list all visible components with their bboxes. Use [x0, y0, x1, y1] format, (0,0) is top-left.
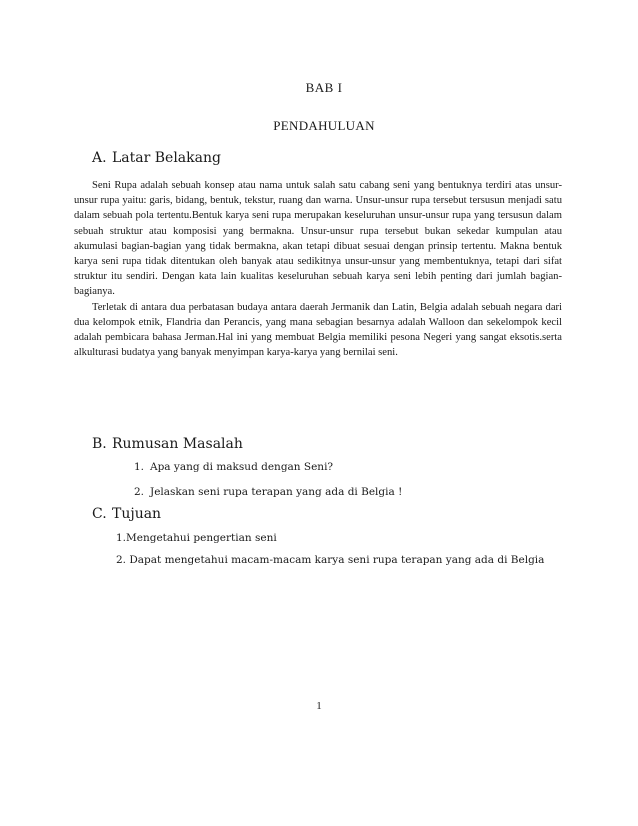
list-item-text: Apa yang di maksud dengan Seni? — [150, 461, 334, 473]
section-a-heading — [92, 150, 221, 166]
section-a-title: Latar Belakang — [112, 150, 221, 166]
list-item — [134, 458, 402, 483]
paragraph-seni-rupa: Seni Rupa adalah sebuah konsep atau nama untuk salah satu cabang seni yang bentuknya terdiri atas unsur-unsur rupa yaitu: garis, bidang, bentuk, tekstur, ruang dan warna. Unsur-unsur rupa tersebut tersusun menjadi satu dalam sebuah pola tertentu.Bentuk karya seni rupa merupakan keseluruhan unsur-unsur rupa yang tersusun dalam sebuah struktur atau komposisi yang bermakna. Unsur-unsur rupa tersebut bukan sekedar kumpulan atau akumulasi bagian-bagian yang tidak bermakna, akan tetapi dibuat sesuai dengan prinsip tertentu. Makna bentuk karya seni rupa tidak ditentukan oleh banyak atau sedikitnya unsur-unsur yang membentuknya, tetapi dari sifat struktur itu sendiri. Dengan kata lain kualitas keseluruhan sebuah karya seni lebih penting dari jumlah bagian-bagianya. — [74, 180, 562, 298]
list-item: 2. Dapat mengetahui macam-macam karya seni rupa terapan yang ada di Belgia — [116, 554, 545, 566]
chapter-title: PENDAHULUAN — [273, 118, 375, 133]
list-item-number: 2. — [134, 486, 145, 498]
list-item: 1.Mengetahui pengertian seni — [116, 532, 277, 544]
section-c-letter: C. — [92, 506, 107, 522]
section-b-letter: B. — [92, 436, 107, 452]
list-item — [134, 483, 402, 508]
section-a-body — [74, 178, 562, 360]
section-a-letter: A. — [92, 150, 107, 166]
section-b-heading — [92, 436, 243, 452]
list-item-text: Jelaskan seni rupa terapan yang ada di Belgia ! — [150, 486, 403, 498]
section-c-title: Tujuan — [112, 506, 162, 522]
tujuan-list — [116, 530, 544, 574]
page-number: 1 — [316, 700, 322, 712]
rumusan-masalah-list — [134, 458, 402, 508]
list-item-number: 1. — [134, 461, 145, 473]
chapter-label: BAB I — [305, 80, 343, 95]
paragraph-belgia: Terletak di antara dua perbatasan budaya antara daerah Jermanik dan Latin, Belgia adalah sebuah negara dari dua kelompok etnik, Flandria dan Perancis, yang mana sebagian besarnya adalah Walloon dan sekelompok kecil adalah pembicara bahasa Jerman.Hal ini yang membuat Belgia memiliki pesona Negeri yang sangat eksotis.serta alkulturasi budatya yang banyak menyimpan karya-karya yang bernilai seni. — [74, 301, 562, 359]
section-c-heading — [92, 506, 161, 522]
section-b-title: Rumusan Masalah — [112, 436, 243, 452]
